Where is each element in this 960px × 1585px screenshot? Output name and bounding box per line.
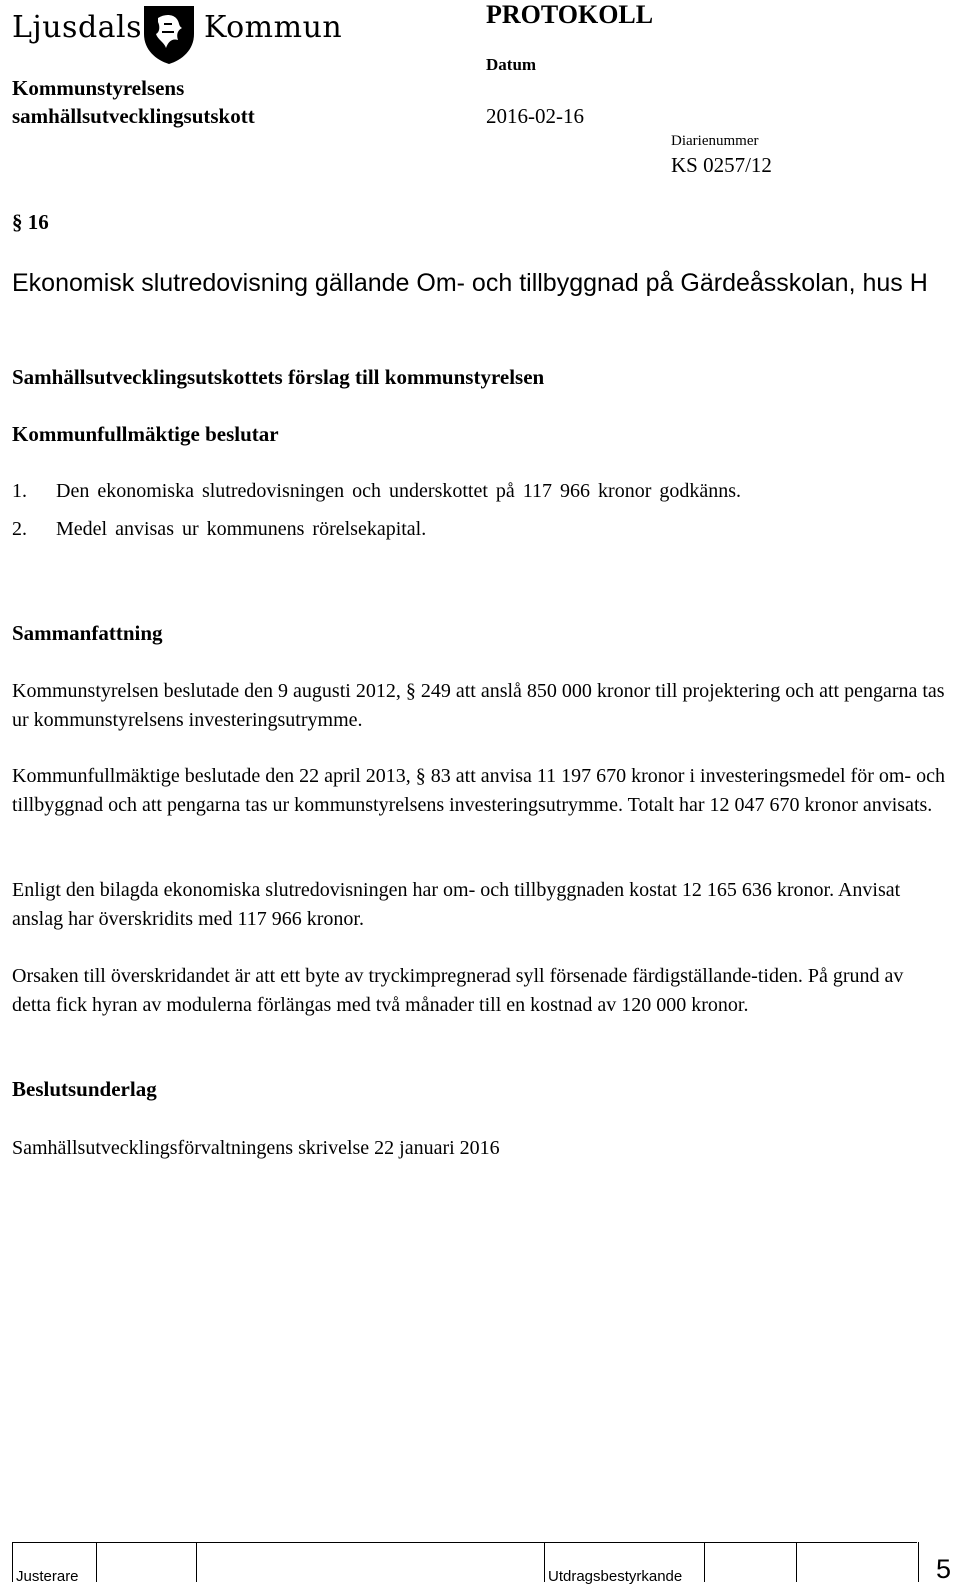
justerare-label: Justerare — [16, 1568, 79, 1585]
diarienummer-label: Diarienummer — [671, 133, 759, 149]
signature-box — [796, 1542, 919, 1582]
list-item — [12, 478, 942, 516]
page-title: Ekonomisk slutredovisning gällande Om- och tillbyggnad på Gärdeåsskolan, hus H — [12, 269, 928, 297]
summary-paragraph: Orsaken till överskridandet är att ett byte av tryckimpregnerad syll försenade färdigställande-tiden. På grund av detta fick hyran av modulerna förlängas med två månader till en kostnad av 120 000 kronor. — [12, 965, 904, 1016]
proposal-heading: Samhällsutvecklingsutskottets förslag till kommunstyrelsen — [12, 365, 545, 389]
signature-box — [196, 1542, 367, 1582]
coat-of-arms-icon — [138, 4, 200, 66]
municipality-logo — [12, 4, 343, 66]
basis-text: Samhällsutvecklingsförvaltningens skrivelse 22 januari 2016 — [12, 1137, 500, 1159]
utdragsbestyrkande-label: Utdragsbestyrkande — [548, 1568, 683, 1585]
list-item-text: Medel anvisas ur kommunens rörelsekapital. — [56, 518, 427, 540]
logo-text-right: Kommun — [204, 10, 343, 45]
logo-text-left: Ljusdals — [12, 10, 143, 45]
list-item-text: Den ekonomiska slutredovisningen och underskottet på 117 966 kronor godkänns. — [56, 480, 742, 502]
list-item-number: 2. — [12, 518, 27, 540]
summary-paragraph: Kommunstyrelsen beslutade den 9 augusti 2012, § 249 att anslå 850 000 kronor till projektering och att pengarna tas ur kommunstyrelsens investeringsutrymme. — [12, 680, 945, 731]
organization-line-2: samhällsutvecklingsutskott — [12, 104, 255, 128]
decision-heading: Kommunfullmäktige beslutar — [12, 422, 279, 446]
list-item — [12, 516, 942, 554]
datum-value: 2016-02-16 — [486, 104, 584, 128]
document-type: PROTOKOLL — [486, 0, 654, 29]
page-number: 5 — [936, 1554, 952, 1584]
diarienummer-value: KS 0257/12 — [671, 153, 772, 177]
signature-box — [96, 1542, 197, 1582]
decision-list — [12, 478, 942, 554]
summary-paragraph: Enligt den bilagda ekonomiska slutredovisningen har om- och tillbyggnaden kostat 12 165 636 kronor. Anvisat anslag har överskridits med 117 966 kronor. — [12, 879, 901, 930]
summary-heading: Sammanfattning — [12, 621, 163, 645]
datum-label: Datum — [486, 55, 537, 74]
organization-line-1: Kommunstyrelsens — [12, 76, 185, 100]
paragraph-number: § 16 — [12, 210, 49, 234]
signature-footer — [12, 1542, 958, 1585]
summary-paragraph: Kommunfullmäktige beslutade den 22 april 2013, § 83 att anvisa 11 197 670 kronor i investeringsmedel för om- och tillbyggnad och att pengarna tas ur kommunstyrelsens investeringsutrymme. Totalt har 12 047 670 kronor anvisats. — [12, 765, 945, 816]
signature-box — [704, 1542, 797, 1582]
basis-heading: Beslutsunderlag — [12, 1077, 157, 1101]
list-item-number: 1. — [12, 480, 27, 502]
